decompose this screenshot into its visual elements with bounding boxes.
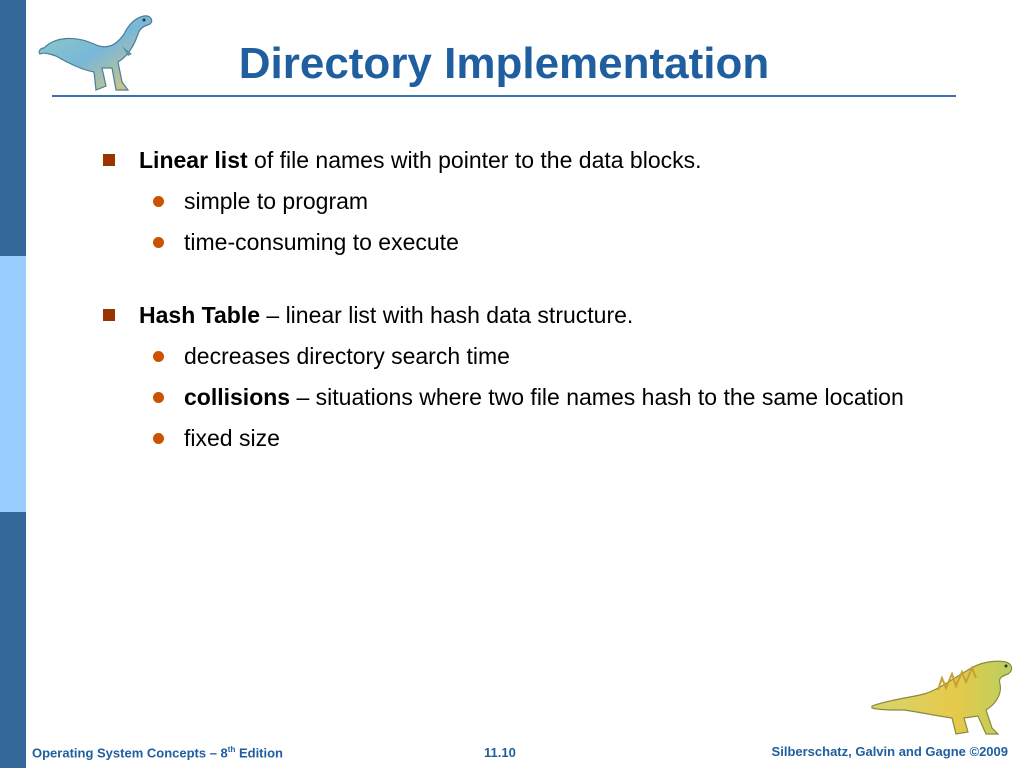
subitem-fixed-size: fixed size <box>184 425 280 451</box>
subitem-decreases-search-time: decreases directory search time <box>184 343 510 369</box>
bullet-text: of file names with pointer to the data blocks. <box>247 147 702 173</box>
bullet-hash-table <box>139 301 633 329</box>
dinosaur-icon <box>868 654 1016 736</box>
slide-title: Directory Implementation <box>238 39 770 88</box>
square-bullet-icon <box>103 309 115 321</box>
footer-book-title <box>32 745 283 760</box>
subitem-collisions <box>184 383 904 411</box>
subitem-text: – situations where two file names hash to the same location <box>290 384 904 410</box>
footer-book-title-suffix: Edition <box>235 745 284 761</box>
subitem-simple-to-program: simple to program <box>184 188 369 214</box>
dot-bullet-icon <box>153 392 164 403</box>
square-bullet-icon <box>103 154 115 166</box>
dot-bullet-icon <box>153 196 164 207</box>
dot-bullet-icon <box>153 351 164 362</box>
footer-book-title-sup: th <box>227 745 236 754</box>
subitem-term: collisions <box>184 384 291 410</box>
footer-authors: Silberschatz, Galvin and Gagne ©2009 <box>771 744 1008 759</box>
bullet-text: – linear list with hash data structure. <box>260 302 634 328</box>
footer-book-title-prefix: Operating System Concepts – 8 <box>32 745 228 761</box>
bullet-linear-list <box>139 146 702 174</box>
subitem-time-consuming: time-consuming to execute <box>184 229 459 255</box>
bullet-term: Hash Table <box>139 302 260 328</box>
footer-page-number: 11.10 <box>484 745 516 760</box>
bullet-term: Linear list <box>139 147 248 173</box>
dot-bullet-icon <box>153 433 164 444</box>
dot-bullet-icon <box>153 237 164 248</box>
